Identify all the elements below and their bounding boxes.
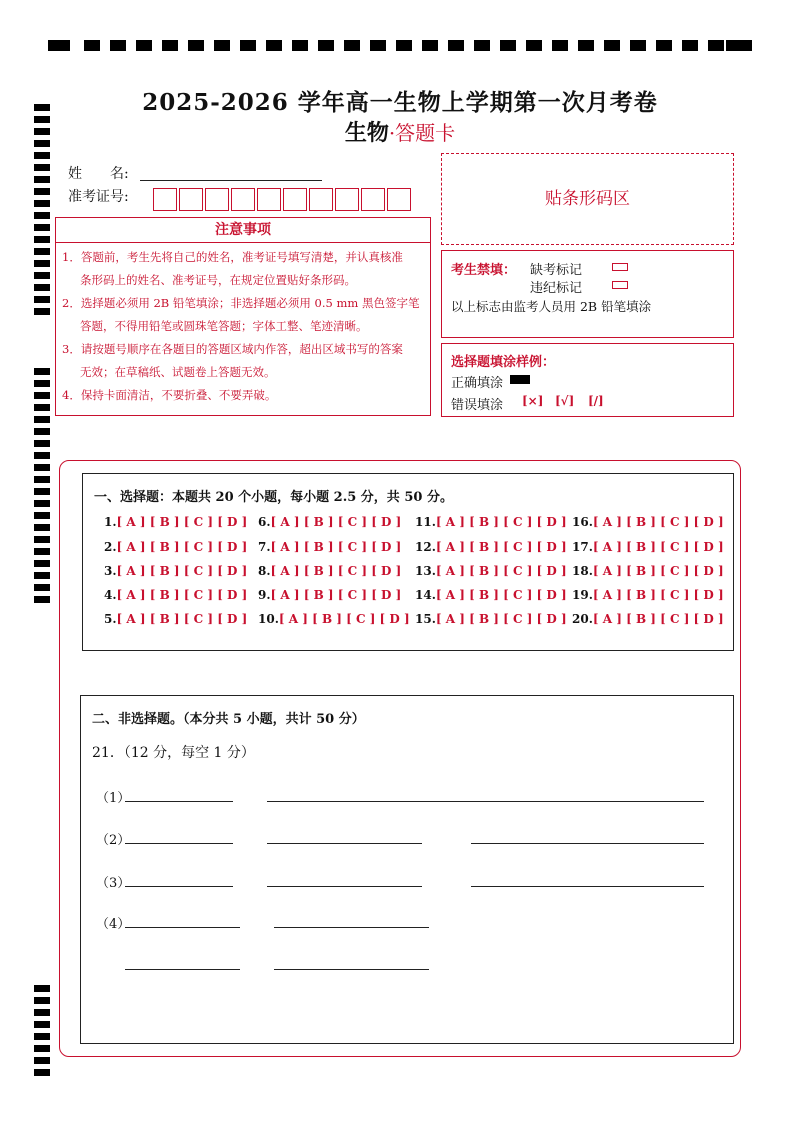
choice-question[interactable] [258, 540, 401, 554]
choice-question[interactable] [572, 540, 724, 554]
timing-mark [34, 164, 50, 171]
timing-mark [34, 212, 50, 219]
timing-mark [34, 476, 50, 483]
timing-mark [34, 452, 50, 459]
timing-mark [34, 500, 50, 507]
q21-3-blank-c[interactable] [471, 886, 704, 887]
choice-question[interactable] [258, 612, 410, 626]
choice-question[interactable] [104, 612, 247, 626]
timing-mark [34, 404, 50, 411]
notice-line-2: 条形码上的姓名、准考证号，在规定位置贴好条形码。 [80, 273, 356, 287]
correct-fill-sample [510, 375, 530, 384]
timing-mark [34, 1009, 50, 1016]
answer-options[interactable]: [ A ] [ B ] [ C ] [ D ] [278, 612, 410, 626]
answer-options[interactable]: [ A ] [ B ] [ C ] [ D ] [592, 612, 724, 626]
q21-4-blank-d[interactable] [274, 969, 429, 970]
question-number: 11. [415, 515, 436, 529]
q21-4-blank-c[interactable] [125, 969, 240, 970]
barcode-label: 贴条形码区 [545, 189, 630, 209]
timing-mark [34, 548, 50, 555]
question-number: 4. [104, 588, 117, 602]
question-number: 2. [104, 540, 117, 554]
question-number: 5. [104, 612, 117, 626]
subject-title [0, 116, 800, 147]
fill-example-title: 选择题填涂样例： [451, 355, 556, 370]
answer-options[interactable]: [ A ] [ B ] [ C ] [ D ] [435, 612, 567, 626]
timing-mark [34, 596, 50, 603]
q21-part4-label: （4） [96, 917, 131, 932]
violation-mark-box[interactable] [612, 281, 628, 289]
question-number: 13. [415, 564, 436, 578]
answer-options[interactable]: [ A ] [ B ] [ C ] [ D ] [435, 515, 567, 529]
name-label: 姓 名: [68, 166, 129, 182]
timing-mark [34, 536, 50, 543]
answer-options[interactable]: [ A ] [ B ] [ C ] [ D ] [116, 540, 248, 554]
question-number: 6. [258, 515, 271, 529]
choice-question[interactable] [415, 540, 567, 554]
timing-mark [34, 380, 50, 387]
q21-title: 21．（12 分，每空 1 分） [92, 745, 255, 761]
timing-mark [34, 416, 50, 423]
timing-mark [34, 200, 50, 207]
choice-question[interactable] [104, 515, 247, 529]
timing-mark [34, 296, 50, 303]
question-number: 18. [572, 564, 593, 578]
exam-id-label: 准考证号: [68, 189, 129, 205]
question-number: 8. [258, 564, 271, 578]
correct-fill-label: 正确填涂 [451, 376, 504, 391]
question-number: 9. [258, 588, 271, 602]
answer-options[interactable]: [ A ] [ B ] [ C ] [ D ] [592, 588, 724, 602]
timing-mark [34, 488, 50, 495]
forbidden-note: 以上标志由监考人员用 2B 铅笔填涂 [451, 299, 652, 314]
non-choice-title: 二、非选择题。（本分共 5 小题，共计 50 分） [92, 712, 365, 727]
timing-mark [34, 440, 50, 447]
question-number: 10. [258, 612, 279, 626]
timing-mark [34, 176, 50, 183]
timing-mark [34, 1069, 50, 1076]
forbidden-title: 考生禁填： [451, 263, 517, 278]
choice-question[interactable] [572, 612, 724, 626]
timing-mark [34, 560, 50, 567]
notice-line-7: 4．保持卡面清洁，不要折叠、不要弄破。 [62, 388, 277, 402]
choice-question[interactable] [572, 588, 724, 602]
answer-options[interactable]: [ A ] [ B ] [ C ] [ D ] [116, 515, 248, 529]
answer-options[interactable]: [ A ] [ B ] [ C ] [ D ] [592, 515, 724, 529]
absent-mark-box[interactable] [612, 263, 628, 271]
choice-question[interactable] [258, 564, 401, 578]
timing-mark [34, 272, 50, 279]
choice-question[interactable] [258, 515, 401, 529]
answer-options[interactable]: [ A ] [ B ] [ C ] [ D ] [270, 515, 402, 529]
answer-options[interactable]: [ A ] [ B ] [ C ] [ D ] [270, 588, 402, 602]
violation-label: 违纪标记 [530, 281, 583, 296]
q21-part2-label: （2） [96, 833, 131, 848]
choice-question[interactable] [104, 564, 247, 578]
name-field[interactable] [140, 180, 322, 181]
choice-question[interactable] [415, 515, 567, 529]
question-number: 3. [104, 564, 117, 578]
question-number: 1. [104, 515, 117, 529]
q21-1-blank-b[interactable] [267, 801, 704, 802]
timing-mark [34, 236, 50, 243]
q21-3-blank-b[interactable] [267, 886, 422, 887]
answer-options[interactable]: [ A ] [ B ] [ C ] [ D ] [116, 612, 248, 626]
wrong-fill-label: 错误填涂 [451, 398, 504, 413]
timing-mark [34, 1021, 50, 1028]
choice-question[interactable] [415, 564, 567, 578]
timing-mark [34, 224, 50, 231]
timing-mark [34, 188, 50, 195]
q21-part3-label: （3） [96, 876, 131, 891]
answer-options[interactable]: [ A ] [ B ] [ C ] [ D ] [435, 564, 567, 578]
answer-options[interactable]: [ A ] [ B ] [ C ] [ D ] [435, 588, 567, 602]
timing-mark [34, 260, 50, 267]
question-number: 19. [572, 588, 593, 602]
subject-name: 生物 [344, 120, 389, 146]
timing-mark [34, 512, 50, 519]
q21-4-blank-b[interactable] [274, 927, 429, 928]
answer-options[interactable]: [ A ] [ B ] [ C ] [ D ] [592, 564, 724, 578]
q21-1-blank-a[interactable] [125, 801, 233, 802]
notice-line-5: 3．请按题号顺序在各题目的答题区域内作答，超出区域书写的答案 [62, 342, 403, 356]
timing-mark [34, 572, 50, 579]
choice-question[interactable] [572, 564, 724, 578]
notice-line-4: 答题，不得用铅笔或圆珠笔答题；字体工整、笔迹清晰。 [80, 319, 368, 333]
question-number: 7. [258, 540, 271, 554]
wrong-mark-check: [√] [555, 394, 575, 408]
wrong-mark-x: [×] [522, 394, 544, 408]
question-number: 17. [572, 540, 593, 554]
choice-question[interactable] [104, 540, 247, 554]
q21-3-blank-a[interactable] [125, 886, 233, 887]
timing-mark [34, 392, 50, 399]
timing-mark [34, 584, 50, 591]
timing-mark [34, 284, 50, 291]
answer-options[interactable]: [ A ] [ B ] [ C ] [ D ] [270, 564, 402, 578]
choice-question[interactable] [104, 588, 247, 602]
exam-title: 2025-2026 学年高一生物上学期第一次月考卷 [142, 89, 658, 116]
question-number: 14. [415, 588, 436, 602]
question-number: 12. [415, 540, 436, 554]
timing-mark [34, 248, 50, 255]
answer-card-label: ·答题卡 [388, 121, 456, 145]
q21-2-blank-b[interactable] [267, 843, 422, 844]
q21-2-blank-c[interactable] [471, 843, 704, 844]
top-timing-marks [48, 40, 752, 52]
absent-label: 缺考标记 [530, 263, 583, 278]
q21-2-blank-a[interactable] [125, 843, 233, 844]
timing-mark [34, 428, 50, 435]
notice-title: 注意事项 [215, 222, 271, 238]
timing-mark [34, 464, 50, 471]
timing-mark [34, 152, 50, 159]
answer-options[interactable]: [ A ] [ B ] [ C ] [ D ] [270, 540, 402, 554]
notice-line-1: 1．答题前，考生先将自己的姓名，准考证号填写清楚，并认真核准 [62, 250, 403, 264]
answer-options[interactable]: [ A ] [ B ] [ C ] [ D ] [435, 540, 567, 554]
notice-line-3: 2．选择题必须用 2B 铅笔填涂；非选择题必须用 0.5 mm 黑色签字笔 [62, 296, 420, 310]
timing-mark [34, 1033, 50, 1040]
choice-question[interactable] [572, 515, 724, 529]
answer-options[interactable]: [ A ] [ B ] [ C ] [ D ] [116, 564, 248, 578]
choice-question[interactable] [415, 588, 567, 602]
answer-options[interactable]: [ A ] [ B ] [ C ] [ D ] [116, 588, 248, 602]
question-number: 15. [415, 612, 436, 626]
timing-mark [34, 1045, 50, 1052]
choice-question[interactable] [258, 588, 401, 602]
question-number: 20. [572, 612, 593, 626]
answer-options[interactable]: [ A ] [ B ] [ C ] [ D ] [592, 540, 724, 554]
choice-section-title: 一、选择题：本题共 20 个小题，每小题 2.5 分，共 50 分。 [94, 490, 453, 505]
wrong-mark-slash: [/] [588, 394, 604, 408]
timing-mark [34, 1057, 50, 1064]
timing-mark [34, 524, 50, 531]
notice-line-6: 无效；在草稿纸、试题卷上答题无效。 [80, 365, 276, 379]
timing-mark [34, 308, 50, 315]
timing-mark [34, 985, 50, 992]
choice-question[interactable] [415, 612, 567, 626]
q21-4-blank-a[interactable] [125, 927, 240, 928]
q21-part1-label: （1） [96, 791, 131, 806]
question-number: 16. [572, 515, 593, 529]
timing-mark [34, 997, 50, 1004]
timing-mark [34, 368, 50, 375]
